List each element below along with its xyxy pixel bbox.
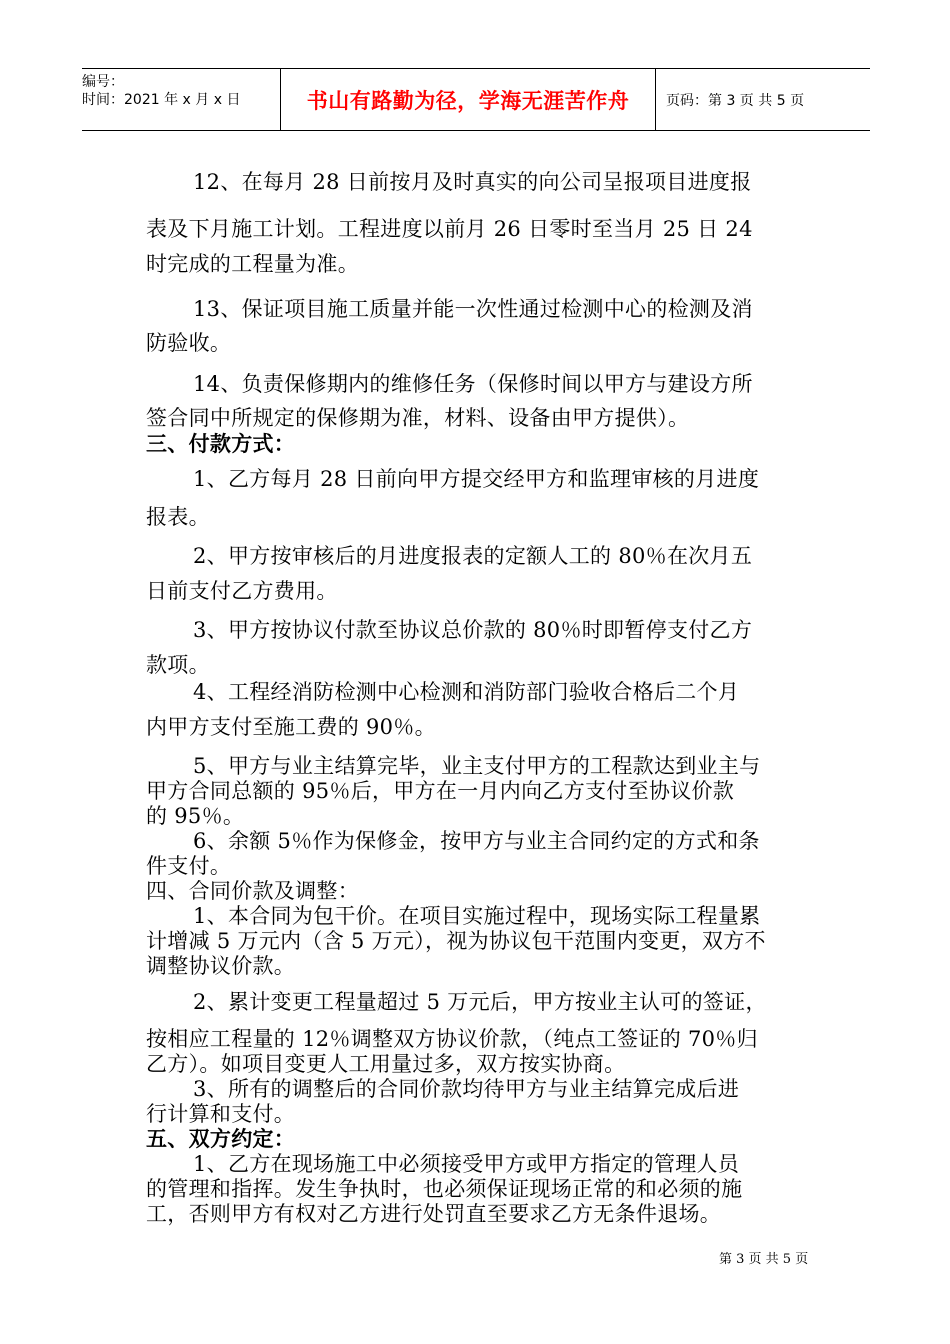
header-motto: 书山有路勤为径，学海无涯苦作舟 bbox=[306, 88, 630, 113]
text-line: 按相应工程量的 12％调整双方协议价款，（纯点工签证的 70％归 bbox=[146, 1027, 758, 1051]
text-line: 时完成的工程量为准。 bbox=[146, 252, 359, 276]
text-line: 2、累计变更工程量超过 5 万元后，甲方按业主认可的签证， bbox=[193, 990, 767, 1014]
header-page-cell bbox=[656, 69, 870, 130]
text-line: 乙方）。如项目变更人工用量过多，双方按实协商。 bbox=[146, 1052, 626, 1076]
text-line: 2、甲方按审核后的月进度报表的定额人工的 80％在次月五 bbox=[193, 544, 753, 568]
page-header bbox=[82, 68, 870, 131]
doc-number-label: 编号： bbox=[82, 74, 124, 90]
text-line: 表及下月施工计划。工程进度以前月 26 日零时至当月 25 日 24 bbox=[146, 217, 753, 241]
text-line: 款项。 bbox=[146, 653, 210, 677]
section-heading: 五、双方约定： bbox=[146, 1127, 296, 1151]
text-line: 12、在每月 28 日前按月及时真实的向公司呈报项目进度报 bbox=[193, 170, 752, 194]
header-motto-cell bbox=[280, 69, 656, 130]
text-line: 防验收。 bbox=[146, 331, 232, 355]
text-line: 6、余额 5％作为保修金，按甲方与业主合同约定的方式和条 bbox=[193, 829, 760, 853]
text-line: 14、负责保修期内的维修任务（保修时间以甲方与建设方所 bbox=[193, 372, 753, 396]
text-line: 日前支付乙方费用。 bbox=[146, 579, 338, 603]
text-line: 报表。 bbox=[146, 505, 210, 529]
text-line: 13、保证项目施工质量并能一次性通过检测中心的检测及消 bbox=[193, 297, 753, 321]
text-line: 甲方合同总额的 95％后，甲方在一月内向乙方支付至协议价款 bbox=[146, 779, 735, 803]
text-line: 3、所有的调整后的合同价款均待甲方与业主结算完成后进 bbox=[193, 1077, 740, 1101]
text-line: 1、乙方在现场施工中必须接受甲方或甲方指定的管理人员 bbox=[193, 1152, 740, 1176]
doc-date-label: 时间：2021 年 x 月 x 日 bbox=[82, 92, 241, 108]
text-line: 的管理和指挥。发生争执时，也必须保证现场正常的和必须的施 bbox=[146, 1177, 743, 1201]
page-footer: 第 3 页 共 5 页 bbox=[719, 1252, 809, 1267]
section-heading: 四、合同价款及调整： bbox=[146, 879, 359, 903]
text-line: 工，否则甲方有权对乙方进行处罚直至要求乙方无条件退场。 bbox=[146, 1202, 722, 1226]
text-line: 件支付。 bbox=[146, 854, 232, 878]
text-line: 的 95％。 bbox=[146, 804, 245, 828]
text-line: 1、乙方每月 28 日前向甲方提交经甲方和监理审核的月进度 bbox=[193, 467, 760, 491]
text-line: 签合同中所规定的保修期为准，材料、设备由甲方提供）。 bbox=[146, 406, 690, 430]
text-line: 4、工程经消防检测中心检测和消防部门验收合格后二个月 bbox=[193, 680, 740, 704]
text-line: 内甲方支付至施工费的 90％。 bbox=[146, 715, 436, 739]
text-line: 5、甲方与业主结算完毕，业主支付甲方的工程款达到业主与 bbox=[193, 754, 761, 778]
section-heading: 三、付款方式： bbox=[146, 432, 296, 456]
text-line: 计增减 5 万元内（含 5 万元），视为协议包干范围内变更，双方不 bbox=[146, 929, 766, 953]
text-line: 1、本合同为包干价。在项目实施过程中，现场实际工程量累 bbox=[193, 904, 761, 928]
text-line: 调整协议价款。 bbox=[146, 954, 296, 978]
text-line: 行计算和支付。 bbox=[146, 1102, 296, 1126]
header-page-number: 页码：第 3 页 共 5 页 bbox=[666, 92, 805, 109]
text-line: 3、甲方按协议付款至协议总价款的 80％时即暂停支付乙方 bbox=[193, 618, 753, 642]
header-meta bbox=[82, 69, 280, 130]
